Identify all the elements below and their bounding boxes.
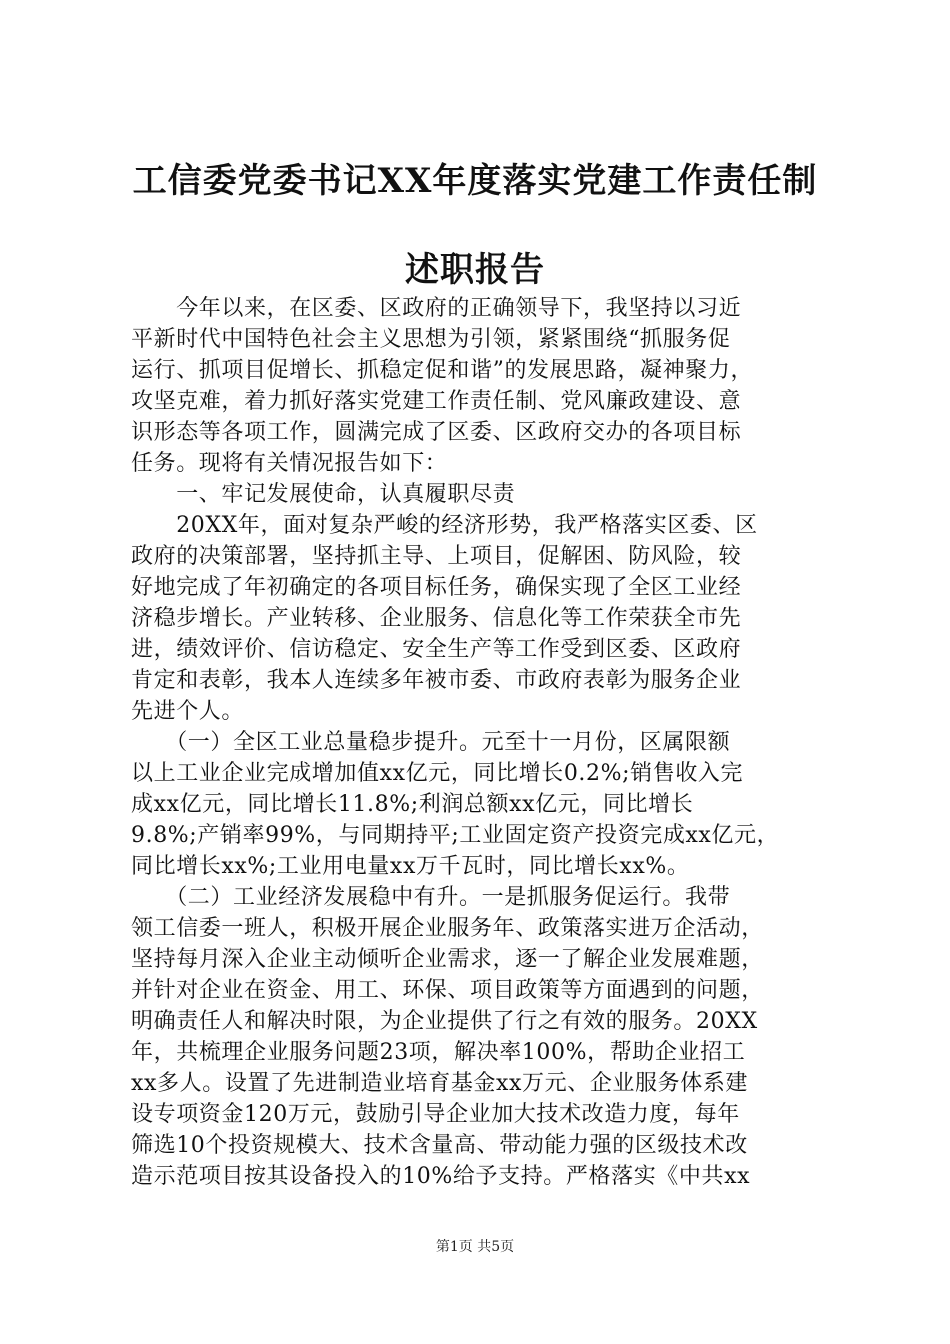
body-text-line: 成xx亿元，同比增长11.8%;利润总额xx亿元，同比增长 xyxy=(131,792,694,817)
body-text-line: 攻坚克难，着力抓好落实党建工作责任制、党风廉政建设、意 xyxy=(131,389,742,414)
body-text-line: 并针对企业在资金、用工、环保、项目政策等方面遇到的问题， xyxy=(131,978,764,1003)
body-text-line: 同比增长xx%;工业用电量xx万千瓦时，同比增长xx%。 xyxy=(131,854,690,879)
body-text-line: 平新时代中国特色社会主义思想为引领，紧紧围绕“抓服务促 xyxy=(131,327,731,352)
body-text-line: 进，绩效评价、信访稳定、安全生产等工作受到区委、区政府 xyxy=(131,637,742,662)
document-body xyxy=(131,293,831,1192)
body-text-line: 以上工业企业完成增加值xx亿元，同比增长0.2%;销售收入完 xyxy=(131,761,744,786)
body-text-line: 9.8%;产销率99%，与同期持平;工业固定资产投资完成xx亿元， xyxy=(131,823,780,848)
page-footer: 第1页 共5页 xyxy=(435,1239,515,1255)
body-text-line: 年，共梳理企业服务问题23项，解决率100%，帮助企业招工 xyxy=(131,1040,746,1065)
body-text-line: （一）全区工业总量稳步提升。元至十一月份，区属限额 xyxy=(131,730,731,755)
body-text-line: 先进个人。 xyxy=(131,699,245,724)
body-text-line: 领工信委一班人，积极开展企业服务年、政策落实进万企活动， xyxy=(131,916,764,941)
body-text-line: xx多人。设置了先进制造业培育基金xx万元、企业服务体系建 xyxy=(131,1071,749,1096)
document-title-line-2: 述职报告 xyxy=(405,250,545,290)
body-text-line: 运行、抓项目促增长、抓稳定促和谐”的发展思路，凝神聚力， xyxy=(131,358,754,383)
body-text-line: 筛选10个投资规模大、技术含量高、带动能力强的区级技术改 xyxy=(131,1133,748,1158)
body-text-line: 一、牢记发展使命，认真履职尽责 xyxy=(131,482,516,507)
body-text-line: 20XX年，面对复杂严峻的经济形势，我严格落实区委、区 xyxy=(131,513,758,538)
body-text-line: 任务。现将有关情况报告如下： xyxy=(131,451,448,476)
body-text-line: 肯定和表彰，我本人连续多年被市委、市政府表彰为服务企业 xyxy=(131,668,742,693)
body-text-line: 济稳步增长。产业转移、企业服务、信息化等工作荣获全市先 xyxy=(131,606,742,631)
body-text-line: 坚持每月深入企业主动倾听企业需求，逐一了解企业发展难题， xyxy=(131,947,764,972)
body-text-line: 好地完成了年初确定的各项目标任务，确保实现了全区工业经 xyxy=(131,575,742,600)
body-text-line: 政府的决策部署，坚持抓主导、上项目，促解困、防风险，较 xyxy=(131,544,742,569)
document-title-line-1: 工信委党委书记XX年度落实党建工作责任制 xyxy=(132,161,818,201)
body-text-line: （二）工业经济发展稳中有升。一是抓服务促运行。我带 xyxy=(131,885,731,910)
body-text-line: 今年以来，在区委、区政府的正确领导下，我坚持以习近 xyxy=(131,296,742,321)
body-text-line: 造示范项目按其设备投入的10%给予支持。严格落实《中共xx xyxy=(131,1164,751,1189)
body-text-line: 明确责任人和解决时限，为企业提供了行之有效的服务。20XX xyxy=(131,1009,758,1034)
body-text-line: 设专项资金120万元，鼓励引导企业加大技术改造力度，每年 xyxy=(131,1102,740,1127)
body-text-line: 识形态等各项工作，圆满完成了区委、区政府交办的各项目标 xyxy=(131,420,742,445)
